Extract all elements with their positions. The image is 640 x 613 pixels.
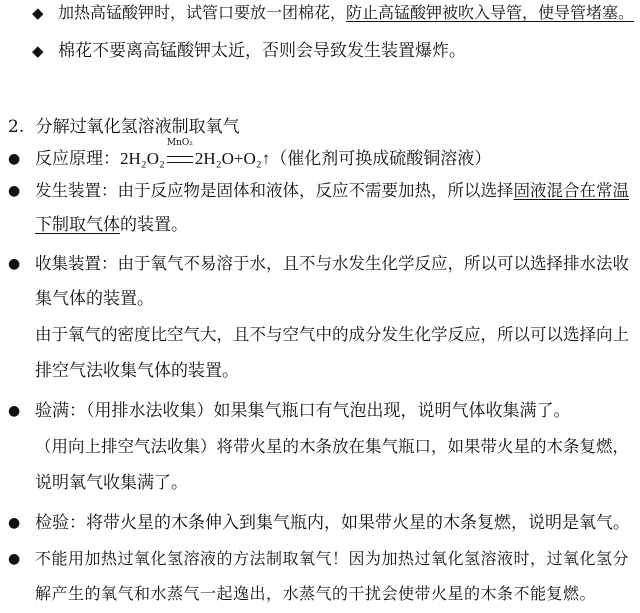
collection-line-3: 由于氧气的密度比空气大，且不与空气中的成分发生化学反应，所以可以选择向上 <box>35 325 629 344</box>
reaction-left: 2H₂O₂ <box>120 149 165 168</box>
full-check-line-2: （用向上排空气法收集）将带火星的木条放在集气瓶口，如果带火星的木条复燃， <box>35 437 629 456</box>
diamond-bullet-icon: ◆ <box>32 42 44 60</box>
reaction-note: （催化剂可换成硫酸铜溶液） <box>270 149 492 169</box>
intro-item-1 <box>58 2 634 24</box>
apparatus-line-2 <box>35 214 188 236</box>
bullet-icon: ● <box>8 151 21 167</box>
full-check-line-3: 说明氧气收集满了。 <box>35 473 188 493</box>
section-title: 分解过氧化氢溶液制取氧气 <box>35 117 240 137</box>
intro-item-1-text: 加热高锰酸钾时，试管口要放一团棉花， <box>58 3 347 22</box>
warning-line-2: 解产生的氧气和水蒸气一起逸出，水蒸气的干扰会使带火星的木条不能复燃。 <box>35 584 597 603</box>
collection-line-4: 排空气法收集气体的装置。 <box>35 361 239 381</box>
reaction-right: 2H₂O+O₂↑ <box>194 149 271 168</box>
catalyst-label: MnO₂ <box>166 138 193 148</box>
reaction-label: 反应原理： <box>35 149 120 169</box>
equals-sign-icon <box>167 156 193 163</box>
bullet-icon: ● <box>8 403 21 419</box>
section-heading <box>8 116 240 138</box>
apparatus-underlined-2: 下制取气体 <box>35 215 120 235</box>
test-line-1: 检验：将带火星的木条伸入到集气瓶内，如果带火星的木条复燃，说明是氧气。 <box>35 513 630 533</box>
apparatus-text-1: 发生装置：由于反应物是固体和液体，反应不需要加热，所以选择 <box>35 181 514 200</box>
reaction-line <box>35 138 492 170</box>
intro-item-2: 棉花不要离高锰酸钾太近，否则会导致发生装置爆炸。 <box>58 41 466 61</box>
bullet-icon: ● <box>8 256 21 272</box>
full-check-line-1: 验满：（用排水法收集）如果集气瓶口有气泡出现，说明气体收集满了。 <box>35 401 571 421</box>
bullet-icon: ● <box>8 183 21 199</box>
intro-item-1-underlined: 防止高锰酸钾被吹入导管，使导管堵塞。 <box>346 3 635 22</box>
bullet-icon: ● <box>8 551 21 567</box>
collection-line-1: 收集装置：由于氧气不易溶于水，且不与水发生化学反应，所以可以选择排水法收 <box>35 254 629 273</box>
catalyst-arrow <box>166 138 193 170</box>
collection-line-2: 集气体的装置。 <box>35 289 154 309</box>
apparatus-text-2: 的装置。 <box>120 215 188 235</box>
apparatus-underlined-1: 固液混合在常温 <box>513 181 629 200</box>
apparatus-line-1 <box>35 180 629 202</box>
bullet-icon: ● <box>8 515 21 531</box>
diamond-bullet-icon: ◆ <box>32 4 44 22</box>
section-number: 2. <box>8 117 25 137</box>
warning-line-1: 不能用加热过氧化氢溶液的方法制取氧气！因为加热过氧化氢溶液时，过氧化氢分 <box>35 549 630 568</box>
